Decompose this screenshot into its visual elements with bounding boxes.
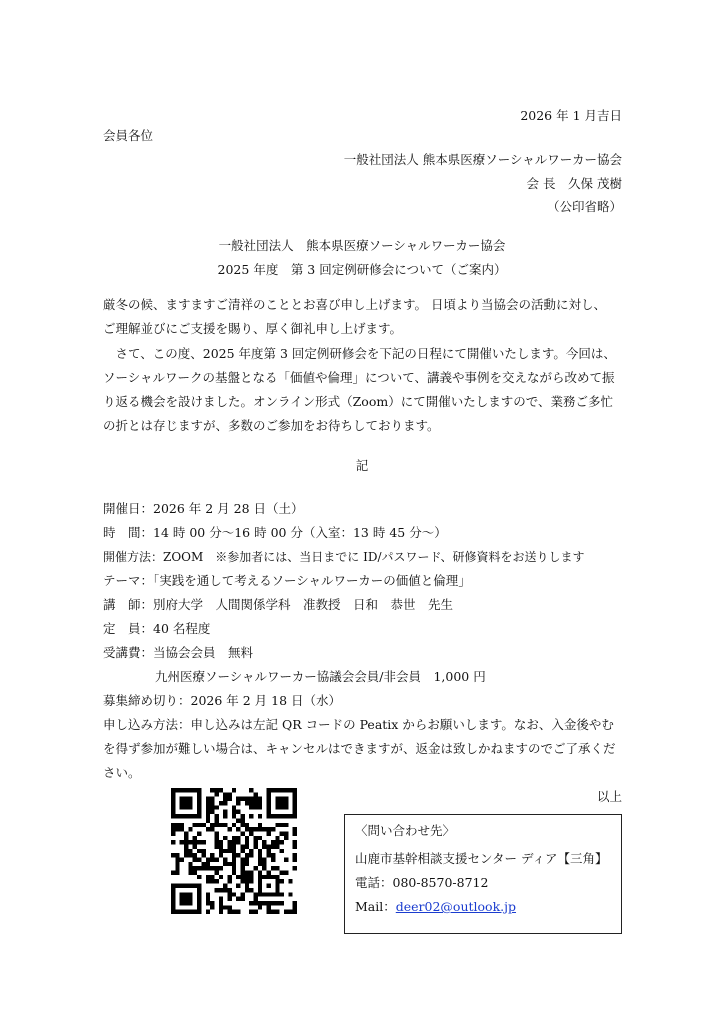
title-line-1: 一般社団法人 熊本県医療ソーシャルワーカー協会 [218, 238, 506, 253]
contact-phone: 電話：080-8570-8712 [355, 875, 489, 890]
detail-apply-line-3: さい。 [103, 765, 141, 780]
sender-president: 会 長 久保 茂樹 [526, 176, 622, 191]
ki-heading: 記 [355, 458, 369, 473]
contact-box [344, 814, 622, 934]
contact-heading: 〈問い合わせ先〉 [355, 823, 456, 838]
detail-apply-line-1: 申し込み方法：申し込みは左記 QR コードの Peatix からお願いします。なお、入金後やむ [103, 717, 614, 732]
detail-lecturer: 講 師：別府大学 人間関係学科 准教授 日和 恭世 先生 [103, 597, 454, 612]
body-p2-line-1: さて、この度、2025 年度第 3 回定例研修会を下記の日程にて開催いたします。今回は、 [103, 346, 616, 361]
title-line-2: 2025 年度 第 3 回定例研修会について（ご案内） [217, 262, 507, 277]
qr-code[interactable] [171, 788, 297, 914]
detail-capacity: 定 員：40 名程度 [103, 621, 211, 636]
detail-time: 時 間：14 時 00 分～16 時 00 分（入室：13 時 45 分～） [103, 525, 447, 540]
sender-organization: 一般社団法人 熊本県医療ソーシャルワーカー協会 [343, 152, 622, 167]
body-p2-line-2: ソーシャルワークの基盤となる「価値や倫理」について、講義や事例を交えながら改めて振 [103, 370, 615, 385]
contact-mail-row [355, 899, 516, 915]
detail-fee-members: 受講費：当協会会員 無料 [103, 645, 254, 660]
body-p1-line-1: 厳冬の候、ますますご清祥のこととお喜び申し上げます。 日頃より当協会の活動に対し、 [103, 297, 606, 312]
closing-ijo: 以上 [596, 789, 622, 804]
document-date: 2026 年 1 月吉日 [520, 108, 622, 123]
detail-method: 開催方法：ZOOM ※参加者には、当日までに ID/パスワード、研修資料をお送りします [103, 550, 585, 564]
recipient-line: 会員各位 [103, 128, 154, 143]
seal-omitted-note: （公印省略） [546, 199, 622, 214]
detail-theme: テーマ：「実践を通して考えるソーシャルワーカーの価値と倫理」 [103, 573, 471, 588]
contact-mail-label: Mail： [355, 899, 396, 914]
body-p2-line-4: の折とは存じますが、多数のご参加をお待ちしております。 [103, 418, 440, 433]
detail-deadline: 募集締め切り：2026 年 2 月 18 日（水） [103, 693, 342, 708]
detail-date: 開催日：2026 年 2 月 28 日（土） [103, 501, 304, 516]
contact-organization: 山鹿市基幹相談支援センター ディア【三角】 [355, 851, 608, 866]
body-p2-line-3: り返る機会を設けました。オンライン形式（Zoom）にて開催いたしますので、業務ご多忙 [103, 394, 613, 409]
body-p1-line-2: ご理解並びにご支援を賜り、厚く御礼申し上げます。 [103, 321, 403, 336]
detail-apply-line-2: を得ず参加が難しい場合は、キャンセルはできますが、返金は致しかねますのでご了承くだ [103, 741, 616, 756]
contact-mail-link[interactable]: deer02@outlook.jp [395, 899, 517, 914]
detail-fee-nonmembers: 九州医療ソーシャルワーカー協議会会員/非会員 1,000 円 [155, 669, 486, 684]
